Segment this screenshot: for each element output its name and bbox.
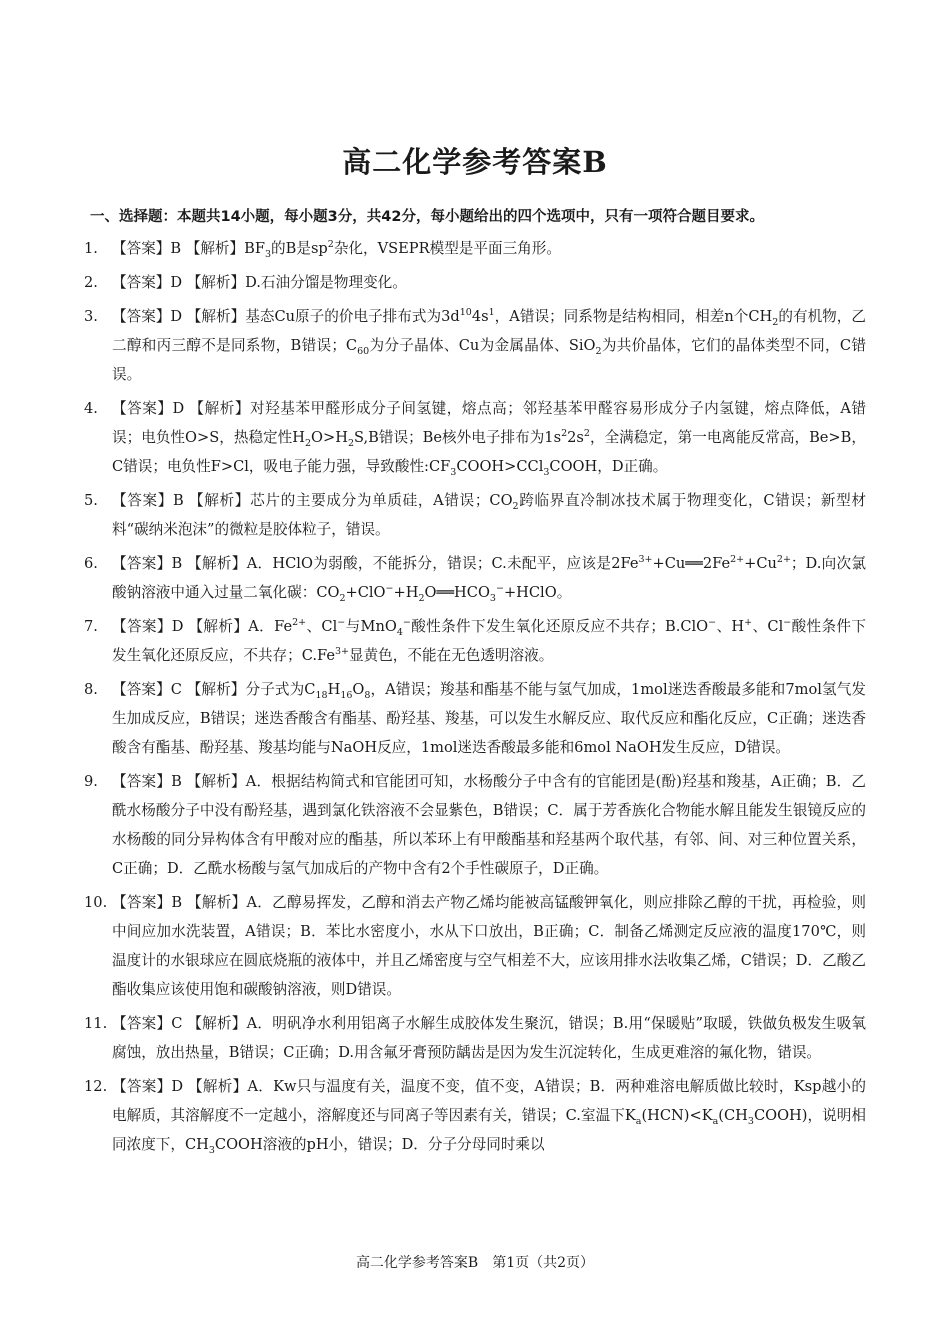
- answer-item: [84, 549, 866, 607]
- item-number: 9.: [84, 773, 98, 790]
- item-number: 10.: [84, 894, 108, 911]
- answer-label: 【答案】D 【解析】: [112, 618, 249, 635]
- item-text: 【答案】B 【解析】芯片的主要成分为单质硅，A错误；$CO_2$跨临界直冷制冰技术属于物理变化，C错误；新型材料“碳纳米泡沫”的微粒是胶体粒子，错误。: [112, 492, 867, 538]
- item-number: 7.: [84, 618, 98, 635]
- section-heading: 一、选择题：本题共14小题，每小题3分，共42分，每小题给出的四个选项中，只有一项符合题目要求。: [90, 209, 764, 225]
- answer-item: [84, 612, 866, 670]
- item-number: 11.: [84, 1015, 108, 1032]
- answer-label: 【答案】C 【解析】: [112, 681, 246, 698]
- answer-label: 【答案】C 【解析】: [112, 1015, 247, 1032]
- item-text: 【答案】D 【解析】对羟基苯甲醛形成分子间氢键，熔点高；邻羟基苯甲醛容易形成分子内氢键，熔点降低，A错误；电负性O>S，热稳定性$H_2O>H_2S,B$错误；Be核外电子排布为$1s^22s^2$，全满稳定，第一电离能反常高，Be>B，C错误；电负性F>Cl，吸电子能力强，导致酸性$:CF_3COOH>CCl_3COOH$，D正确。: [112, 400, 866, 478]
- item-number: 6.: [84, 555, 98, 572]
- answer-list: [84, 234, 866, 1164]
- answer-item: [84, 486, 866, 544]
- item-text: 【答案】D 【解析】基态Cu原子的价电子排布式为$3d^{10}4s^1$，A错误；同系物是结构相同，相差n个$CH_2$的有机物，乙二醇和丙三醇不是同系物，B错误；$C_{60}$为分子晶体、Cu为金属晶体、SiO$_2$为共价晶体，它们的晶体类型不同，C错误。: [112, 307, 866, 383]
- answer-label: 【答案】B 【解析】: [112, 894, 247, 911]
- answer-label: 【答案】B 【解析】: [112, 492, 251, 509]
- answer-item: [84, 1009, 866, 1067]
- item-number: 1.: [84, 240, 98, 257]
- page-footer: 高二化学参考答案B 第1页（共2页）: [355, 1255, 595, 1271]
- item-number: 8.: [84, 681, 98, 698]
- item-number: 5.: [84, 492, 98, 509]
- answer-item: [84, 888, 866, 1004]
- item-text: 【答案】B 【解析】A．HClO为弱酸，不能拆分，错误；C.未配平，应该是$2Fe^{3+}+Cu══2Fe^{2+}+Cu^{2+}$；D.向次氯酸钠溶液中通入过量二氧化碳：$CO_2+ClO^-+H_2O══HCO_3^-+HClO$。: [112, 554, 866, 604]
- answer-item: [84, 675, 866, 762]
- answer-item: [84, 268, 866, 297]
- answer-label: 【答案】D 【解析】: [112, 308, 246, 325]
- answer-label: 【答案】B 【解析】: [112, 240, 245, 257]
- page-title: 高二化学参考答案B: [342, 145, 608, 179]
- item-text: 【答案】B 【解析】A．乙醇易挥发，乙醇和消去产物乙烯均能被高锰酸钾氧化，则应排除乙醇的干扰，再检验，则中间应加水洗装置，A错误；B．苯比水密度小，水从下口放出，B正确；C．制备乙烯测定反应液的温度170℃，则温度计的水银球应在圆底烧瓶的液体中，并且乙烯密度与空气相差不大，应该用排水法收集乙烯，C错误；D．乙酸乙酯收集应该使用饱和碳酸钠溶液，则D错误。: [112, 894, 866, 998]
- item-text: 【答案】D 【解析】A．Kw只与温度有关，温度不变，值不变，A错误；B．两种难溶电解质做比较时，Ksp越小的电解质，其溶解度不一定越小，溶解度还与同离子等因素有关，错误；C.室温下$K_a(HCN)<K_a(CH_3COOH)$，说明相同浓度下，$CH_3COOH$溶液的pH小，错误；D．分子分母同时乘以: [112, 1078, 866, 1156]
- item-number: 4.: [84, 400, 98, 417]
- answer-label: 【答案】B 【解析】: [112, 555, 247, 572]
- answer-label: 【答案】D 【解析】: [112, 274, 246, 291]
- answer-item: [84, 767, 866, 883]
- item-text: 【答案】D 【解析】D.石油分馏是物理变化。: [112, 274, 407, 291]
- answer-label: 【答案】B 【解析】: [112, 773, 246, 790]
- item-text: 【答案】C 【解析】A．明矾净水利用铝离子水解生成胶体发生聚沉，错误；B.用“保暖贴”取暖，铁做负极发生吸氧腐蚀，放出热量，B错误；C正确；D.用含氟牙膏预防龋齿是因为发生沉淀转化，生成更难溶的氟化物，错误。: [112, 1015, 867, 1061]
- answer-item: [84, 234, 866, 263]
- item-number: 2.: [84, 274, 98, 291]
- answer-item: [84, 1072, 866, 1159]
- item-number: 12.: [84, 1078, 108, 1095]
- answer-label: 【答案】D 【解析】: [112, 400, 250, 417]
- answer-label: 【答案】D 【解析】: [112, 1078, 248, 1095]
- item-number: 3.: [84, 308, 98, 325]
- item-text: 【答案】B 【解析】$BF_3$的B是$sp^2$杂化，VSEPR模型是平面三角形。: [112, 239, 561, 260]
- answer-item: [84, 302, 866, 389]
- item-text: 【答案】B 【解析】A．根据结构简式和官能团可知，水杨酸分子中含有的官能团是(酚)羟基和羧基，A正确；B．乙酰水杨酸分子中没有酚羟基，遇到氯化铁溶液不会显紫色，B错误；C．属于芳香族化合物能水解且能发生银镜反应的水杨酸的同分异构体含有甲酸对应的酯基，所以苯环上有甲酸酯基和羟基两个取代基，有邻、间、对三种位置关系，C正确；D．乙酰水杨酸与氢气加成后的产物中含有2个手性碳原子，D正确。: [112, 773, 866, 877]
- item-text: 【答案】C 【解析】分子式为$C_{18}H_{16}O_8$，A错误；羧基和酯基不能与氢气加成，1mol迷迭香酸最多能和7mol氢气发生加成反应，B错误；迷迭香酸含有酯基、酚羟基、羧基，可以发生水解反应、取代反应和酯化反应，C正确；迷迭香酸含有酯基、酚羟基、羧基均能与NaOH反应，1mol迷迭香酸最多能和6mol NaOH发生反应，D错误。: [112, 681, 867, 756]
- answer-item: [84, 394, 866, 481]
- item-text: 【答案】D 【解析】A．$Fe^{2+}$、Cl−与MnO$_4$−酸性条件下发生氧化还原反应不共存；B.ClO−、H+、Cl−酸性条件下发生氧化还原反应，不共存；$C.Fe^{3+}$显黄色，不能在无色透明溶液。: [112, 617, 866, 664]
